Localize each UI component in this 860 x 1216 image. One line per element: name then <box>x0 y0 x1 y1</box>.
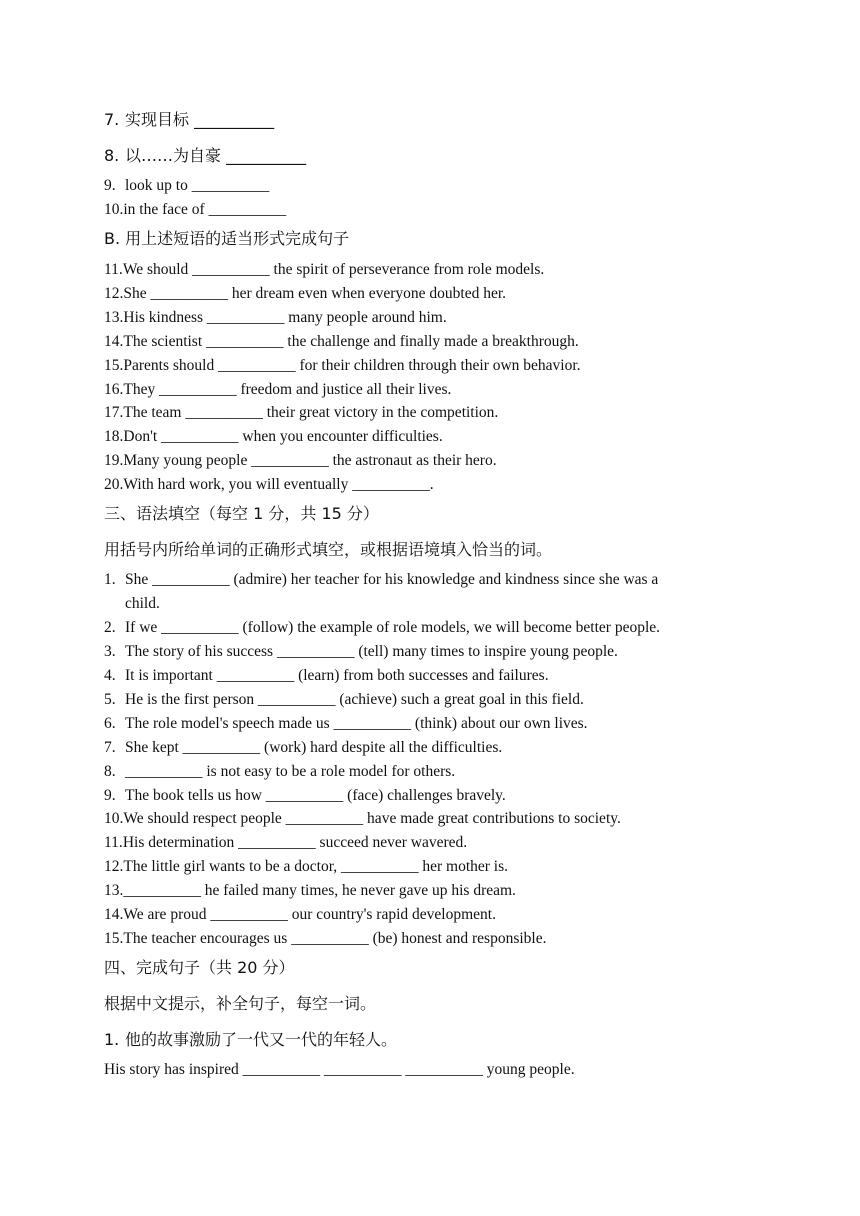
list-item: 13.His kindness __________ many people around him. <box>104 309 447 326</box>
list-item: 10.We should respect people __________ have made great contributions to society. <box>104 810 621 827</box>
list-item: 4. It is important __________ (learn) from both successes and failures. <box>104 667 549 684</box>
list-item: 14.We are proud __________ our country's rapid development. <box>104 906 496 923</box>
list-item: 10.in the face of __________ <box>104 201 287 218</box>
list-item: 7. 实现目标 __________ <box>104 110 275 129</box>
section-heading: 四、完成句子（共 20 分） <box>104 958 295 977</box>
list-item: 9. The book tells us how __________ (face) challenges bravely. <box>104 787 506 804</box>
list-item: 13.__________ he failed many times, he never gave up his dream. <box>104 882 516 899</box>
list-item: 12.The little girl wants to be a doctor, __________ her mother is. <box>104 858 509 875</box>
list-item: 9. look up to __________ <box>104 177 270 194</box>
list-item: 17.The team __________ their great victory in the competition. <box>104 404 499 421</box>
list-item: 15.Parents should __________ for their children through their own behavior. <box>104 357 581 374</box>
list-item: 1. She __________ (admire) her teacher for his knowledge and kindness since she was a <box>104 571 659 588</box>
list-item: 8. 以……为自豪 __________ <box>104 146 307 165</box>
list-item: 3. The story of his success __________ (tell) many times to inspire young people. <box>104 643 618 660</box>
list-item: 6. The role model's speech made us __________ (think) about our own lives. <box>104 715 588 732</box>
list-item: 18.Don't __________ when you encounter difficulties. <box>104 428 443 445</box>
list-item: 20.With hard work, you will eventually __________. <box>104 476 434 493</box>
list-item: 12.She __________ her dream even when everyone doubted her. <box>104 285 507 302</box>
section-instruction: 根据中文提示，补全句子，每空一词。 <box>104 994 377 1013</box>
list-item: 7. She kept __________ (work) hard despite all the difficulties. <box>104 739 503 756</box>
list-item: 11.His determination __________ succeed never wavered. <box>104 834 468 851</box>
section-heading: 三、语法填空（每空 1 分，共 15 分） <box>104 504 379 523</box>
list-item-continuation: child. <box>125 595 160 612</box>
list-item: 19.Many young people __________ the astronaut as their hero. <box>104 452 497 469</box>
section-heading: B. 用上述短语的适当形式完成句子 <box>104 229 350 248</box>
section-instruction: 用括号内所给单词的正确形式填空，或根据语境填入恰当的词。 <box>104 540 553 559</box>
list-item: 14.The scientist __________ the challenge and finally made a breakthrough. <box>104 333 579 350</box>
list-item: 2. If we __________ (follow) the example of role models, we will become better people. <box>104 619 661 636</box>
list-item: 15.The teacher encourages us __________ (be) honest and responsible. <box>104 930 547 947</box>
answer-line: His story has inspired __________ __________ __________ young people. <box>104 1061 575 1078</box>
list-item: 11.We should __________ the spirit of perseverance from role models. <box>104 261 545 278</box>
list-item: 8. __________ is not easy to be a role model for others. <box>104 763 456 780</box>
list-item: 1. 他的故事激励了一代又一代的年轻人。 <box>104 1030 398 1049</box>
list-item: 16.They __________ freedom and justice all their lives. <box>104 381 452 398</box>
list-item: 5. He is the first person __________ (achieve) such a great goal in this field. <box>104 691 584 708</box>
